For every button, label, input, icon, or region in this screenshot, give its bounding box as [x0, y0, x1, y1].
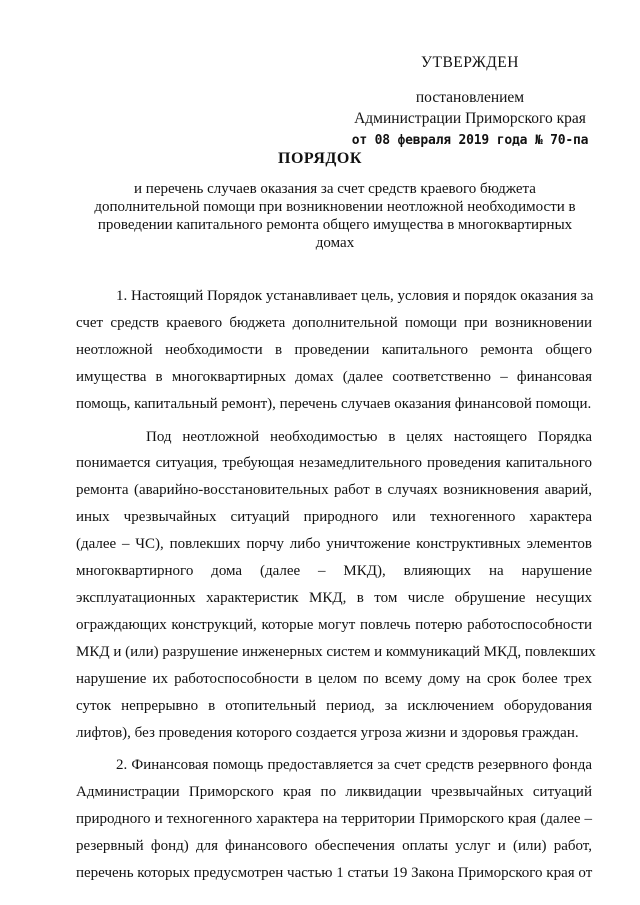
paragraph-line: Под неотложной необходимостью в целях настоящего Порядка [146, 428, 592, 445]
subtitle-line: домах [315, 235, 355, 251]
approval-line-administration: Администрации Приморского края [354, 110, 586, 127]
approval-line-decree: постановлением [415, 89, 525, 106]
paragraph-line: ремонта (аварийно-восстановительных работ в случаях возникновения аварий, [76, 482, 592, 499]
document-title: ПОРЯДОК [278, 150, 362, 167]
paragraph-line: (далее – ЧС), повлекших порчу либо уничтожение конструктивных элементов [76, 536, 592, 553]
paragraph-line: природного и техногенного характера на территории Приморского края (далее – [76, 811, 592, 828]
subtitle-line: проведении капитального ремонта общего имущества в многоквартирных [97, 217, 573, 233]
approval-date-number: от 08 февраля 2019 года № 70-па [351, 133, 589, 148]
paragraph-line: нарушение их работоспособности в целом по всему дому на срок более трех [76, 670, 592, 687]
paragraph-line: эксплуатационных характеристик МКД, в том числе обрушение несущих [76, 589, 592, 606]
approval-title: УТВЕРЖДЕН [421, 54, 519, 71]
paragraph-line: суток непрерывно в отопительный период, за исключением оборудования [76, 697, 592, 714]
paragraph-line: перечень которых предусмотрен частью 1 статьи 19 Закона Приморского края от [76, 865, 593, 882]
paragraph-line: Администрации Приморского края по ликвидации чрезвычайных ситуаций [76, 784, 592, 801]
paragraph-line: понимается ситуация, требующая незамедлительного проведения капитального [76, 455, 592, 472]
paragraph-line: неотложной необходимости в проведении капитального ремонта общего [76, 341, 592, 358]
approval-block [330, 52, 610, 151]
document-subtitle [80, 180, 590, 252]
paragraph-line: МКД и (или) разрушение инженерных систем и коммуникаций МКД, повлекших [76, 643, 596, 660]
paragraph-1 [76, 283, 592, 418]
paragraph-line: имущества в многоквартирных домах (далее соответственно – финансовая [76, 368, 592, 385]
subtitle-line: и перечень случаев оказания за счет средств краевого бюджета [134, 181, 536, 197]
paragraph-line: резервный фонд) для финансового обеспечения оплаты услуг и (или) работ, [76, 838, 592, 855]
document-body [76, 283, 596, 887]
paragraph-line: помощь, капитальный ремонт), перечень случаев оказания финансовой помощи. [76, 395, 592, 412]
paragraph-line: 2. Финансовая помощь предоставляется за счет средств резервного фонда [116, 757, 592, 774]
paragraph-line: счет средств краевого бюджета дополнительной помощи при возникновении [76, 314, 592, 331]
paragraph-line: лифтов), без проведения которого создается угроза жизни и здоровья граждан. [76, 724, 579, 741]
subtitle-line: дополнительной помощи при возникновении неотложной необходимости в [94, 199, 576, 215]
paragraph-3 [76, 752, 592, 887]
paragraph-line: ограждающих конструкций, которые могут повлечь потерю работоспособности [76, 616, 592, 633]
paragraph-line: многоквартирного дома (далее – МКД), влияющих на нарушение [76, 563, 592, 580]
paragraph-line: иных чрезвычайных ситуаций природного или техногенного характера [76, 509, 592, 526]
paragraph-2 [76, 424, 596, 747]
paragraph-line: 1. Настоящий Порядок устанавливает цель, условия и порядок оказания за [116, 288, 594, 304]
